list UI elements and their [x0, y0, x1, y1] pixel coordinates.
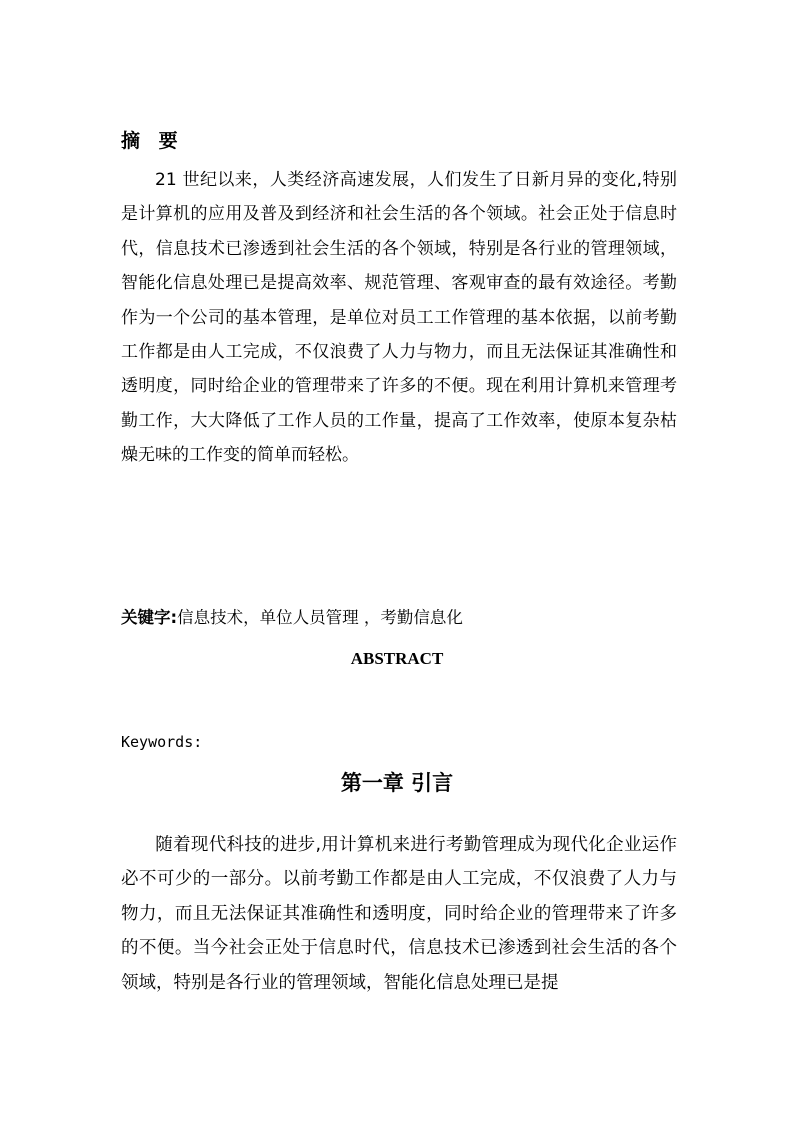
chapter-body: 随着现代科技的进步,用计算机来进行考勤管理成为现代化企业运作必不可少的一部分。以前考勤工作都是由人工完成，不仅浪费了人力与物力，而且无法保证其准确性和透明度，同时给企业的管理带来了许多的不便。当今社会正处于信息时代，信息技术已渗透到社会生活的各个领域，特别是各行业的管理领域，智能化信息处理已是提 — [121, 835, 677, 993]
abstract-cn-paragraph — [121, 163, 677, 473]
keywords-cn — [121, 604, 463, 628]
keywords-cn-label: 关键字: — [121, 608, 178, 627]
abstract-en-heading: ABSTRACT — [350, 649, 444, 668]
abstract-cn-body: 21 世纪以来，人类经济高速发展，人们发生了日新月异的变化,特别是计算机的应用及普及到经济和社会生活的各个领域。社会正处于信息时代，信息技术已渗透到社会生活的各个领域，特别是各行业的管理领域，智能化信息处理已是提高效率、规范管理、客观审查的最有效途径。考勤作为一个公司的基本管理，是单位对员工工作管理的基本依据，以前考勤工作都是由人工完成，不仅浪费了人力与物力，而且无法保证其准确性和透明度，同时给企业的管理带来了许多的不便。现在利用计算机来管理考勤工作，大大降低了工作人员的工作量，提高了工作效率，使原本复杂枯燥无味的工作变的简单而轻松。 — [121, 170, 677, 466]
keywords-en-label: Keywords: — [121, 733, 203, 751]
chapter-paragraph — [121, 828, 677, 1000]
keywords-cn-text: 信息技术，单位人员管理 ，考勤信息化 — [177, 608, 463, 627]
abstract-cn-heading: 摘 要 — [121, 130, 184, 152]
chapter-title: 第一章 引言 — [340, 771, 454, 795]
